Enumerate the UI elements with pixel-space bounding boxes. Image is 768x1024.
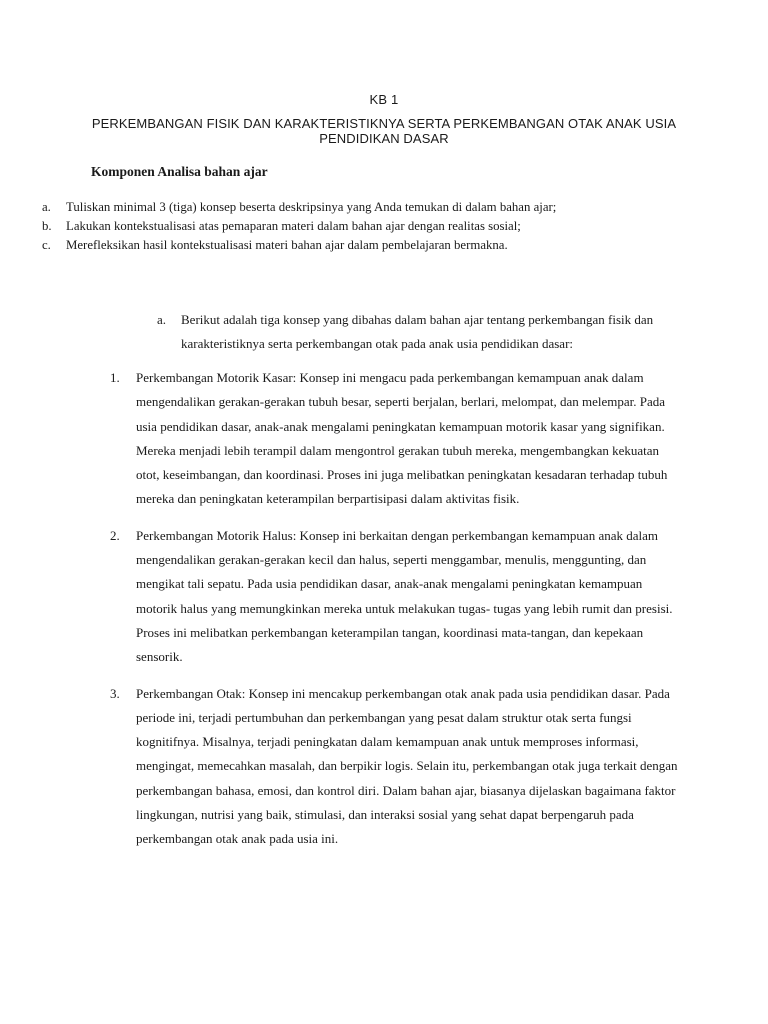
task-marker: c. <box>42 238 51 252</box>
section-heading: Komponen Analisa bahan ajar <box>91 164 268 179</box>
task-item <box>42 236 742 255</box>
task-text: Lakukan kontekstualisasi atas pemaparan materi dalam bahan ajar dengan realitas sosial; <box>66 219 521 233</box>
title-line-2: PENDIDIKAN DASAR <box>319 131 449 146</box>
answer-intro <box>157 308 677 356</box>
concept-text: Perkembangan Otak: Konsep ini mencakup perkembangan otak anak pada usia pendidikan dasar. Pada periode ini, terjadi pertumbuhan dan perkembangan yang pesat dalam struktur otak serta fungsi kognitifnya. Misalnya, terjadi peningkatan dalam kemampuan anak untuk memproses informasi, mengingat, memecahkan masalah, dan berpikir logis. Selain itu, perkembangan otak juga terkait dengan perkembangan bahasa, emosi, dan kontrol diri. Dalam bahan ajar, biasanya dijelaskan bagaimana faktor lingkungan, nutrisi yang baik, stimulasi, dan interaksi sosial yang sehat dapat berpengaruh pada perkembangan otak anak pada usia ini. <box>136 685 678 847</box>
task-list <box>42 198 742 255</box>
intro-marker: a. <box>157 312 167 327</box>
concept-list <box>110 366 682 864</box>
task-text: Merefleksikan hasil kontekstualisasi materi bahan ajar dalam pembelajaran bermakna. <box>66 238 508 252</box>
intro-text: Berikut adalah tiga konsep yang dibahas dalam bahan ajar tentang perkembangan fisik dan karakteristiknya serta perkembangan otak pada anak usia pendidikan dasar: <box>181 312 654 351</box>
task-text: Tuliskan minimal 3 (tiga) konsep beserta deskripsinya yang Anda temukan di dalam bahan ajar; <box>66 200 557 214</box>
document-title <box>60 116 708 146</box>
task-marker: a. <box>42 200 51 214</box>
task-item <box>42 198 742 217</box>
concept-number: 2. <box>110 527 120 543</box>
concept-item <box>110 682 682 852</box>
concept-item <box>110 366 682 512</box>
concept-item <box>110 524 682 670</box>
kb-label: KB 1 <box>369 92 399 107</box>
title-line-1: PERKEMBANGAN FISIK DAN KARAKTERISTIKNYA SERTA PERKEMBANGAN OTAK ANAK USIA <box>91 116 677 131</box>
concept-text: Perkembangan Motorik Kasar: Konsep ini mengacu pada perkembangan kemampuan anak dalam mengendalikan gerakan-gerakan tubuh besar, seperti berjalan, berlari, melompat, dan melempar. Pada usia pendidikan dasar, anak-anak mengalami peningkatan kemampuan motorik kasar yang signifikan. Mereka menjadi lebih terampil dalam mengontrol gerakan tubuh mereka, mengembangkan kekuatan otot, keseimbangan, dan koordinasi. Proses ini juga melibatkan peningkatan kesadaran terhadap tubuh mereka dan peningkatan keterampilan berpartisipasi dalam aktivitas fisik. <box>136 370 668 507</box>
concept-number: 1. <box>110 370 120 385</box>
task-marker: b. <box>42 219 52 233</box>
concept-text: Perkembangan Motorik Halus: Konsep ini berkaitan dengan perkembangan kemampuan anak dalam mengendalikan gerakan-gerakan kecil dan halus, seperti menggambar, menulis, menggunting, dan mengikat tali sepatu. Pada usia pendidikan dasar, anak-anak mengalami peningkatan kemampuan motorik halus yang memungkinkan mereka untuk melakukan tugas- tugas yang lebih rumit dan presisi. Proses ini melibatkan perkembangan keterampilan tangan, koordinasi mata-tangan, dan kepekaan sensorik. <box>136 527 673 665</box>
concept-number: 3. <box>110 685 120 701</box>
task-item <box>42 217 742 236</box>
